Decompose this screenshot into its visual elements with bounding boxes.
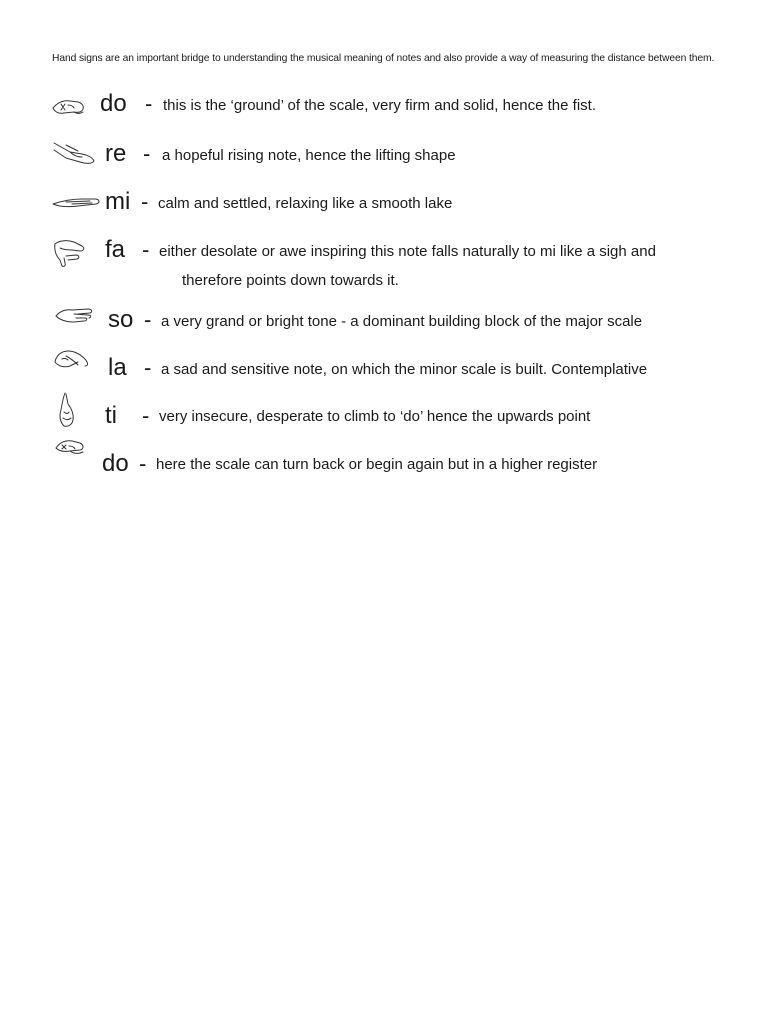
syllable-label: mi <box>105 188 131 215</box>
note-description: a very grand or bright tone - a dominant building block of the major scale <box>161 313 643 330</box>
separator-dash: - <box>142 403 150 428</box>
syllable-label: fa <box>105 236 126 263</box>
intro-paragraph: Hand signs are an important bridge to understanding the musical meaning of notes and also provide a way of measuring the distance between them. <box>52 53 715 64</box>
high-fist-hand-icon <box>54 438 86 460</box>
flat-hand-icon <box>52 195 102 209</box>
note-description: a hopeful rising note, hence the lifting shape <box>162 147 456 164</box>
note-description: either desolate or awe inspiring this note falls naturally to mi like a sigh and <box>159 243 656 260</box>
syllable-label: ti <box>105 402 117 429</box>
syllable-label: do <box>100 90 127 117</box>
drooping-hand-icon <box>52 348 92 370</box>
note-description: here the scale can turn back or begin again but in a higher register <box>156 456 598 473</box>
separator-dash: - <box>139 451 147 476</box>
pointing-up-hand-icon <box>56 392 78 428</box>
separator-dash: - <box>142 237 150 262</box>
note-description: a sad and sensitive note, on which the minor scale is built. Contemplative <box>161 361 648 378</box>
syllable-label: do <box>102 450 129 477</box>
note-description: this is the ‘ground’ of the scale, very firm and solid, hence the fist. <box>163 97 596 114</box>
syllable-label: re <box>105 140 127 167</box>
note-description: very insecure, desperate to climb to ‘do’ hence the upwards point <box>159 408 591 425</box>
note-description-continued: therefore points down towards it. <box>182 272 399 289</box>
thumb-down-hand-icon <box>52 238 86 268</box>
note-description: calm and settled, relaxing like a smooth lake <box>158 195 453 212</box>
open-flat-hand-icon <box>54 306 96 326</box>
fist-hand-icon <box>52 96 86 118</box>
syllable-label: la <box>108 354 127 381</box>
rising-hand-icon <box>52 141 96 167</box>
separator-dash: - <box>143 141 151 166</box>
syllable-label: so <box>108 306 134 333</box>
separator-dash: - <box>144 355 152 380</box>
separator-dash: - <box>141 189 149 214</box>
separator-dash: - <box>145 91 153 116</box>
separator-dash: - <box>144 307 152 332</box>
